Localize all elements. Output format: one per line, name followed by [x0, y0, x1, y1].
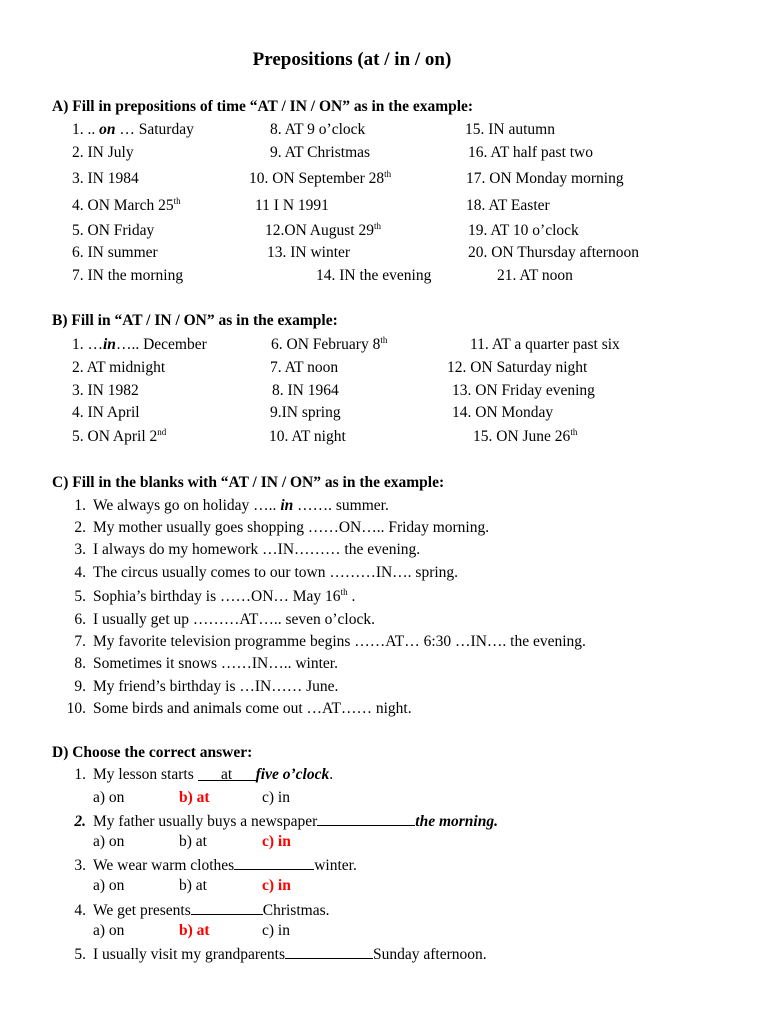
d-question-5-blank: [285, 944, 373, 959]
c-item-2: 2. My mother usually goes shopping ……ON….. Friday morning.: [74, 519, 490, 536]
a-item-16: 16. AT half past two: [468, 144, 593, 161]
b-item-15: 15. ON June 26th: [473, 426, 578, 445]
a-item-2: 2. IN July: [72, 144, 134, 161]
a-item-21: 21. AT noon: [497, 267, 573, 284]
a-item-7: 7. IN the morning: [72, 267, 184, 284]
d-question-2-blank: [317, 811, 415, 826]
d-q1-option-a: a) on: [93, 789, 125, 806]
b-item-14: 14. ON Monday: [452, 404, 554, 421]
d-question-1-blank: at: [198, 766, 256, 781]
b-item-13: 13. ON Friday evening: [452, 382, 595, 399]
a-item-4: 4. ON March 25th: [72, 195, 181, 214]
a-item-15: 15. IN autumn: [465, 121, 555, 138]
b-item-2: 2. AT midnight: [72, 359, 166, 376]
d-q2-option-a: a) on: [93, 833, 125, 850]
b-item-3: 3. IN 1982: [72, 382, 139, 399]
a-item-8: 8. AT 9 o’clock: [270, 121, 366, 138]
b-item-8: 8. IN 1964: [272, 382, 339, 399]
a-item-13: 13. IN winter: [267, 244, 351, 261]
d-question-3-blank: [234, 855, 314, 870]
c-item-7: 7. My favorite television programme begins ……AT… 6:30 …IN…. the evening.: [74, 633, 586, 650]
d-question-2: 2. My father usually buys a newspaper the morning.: [74, 813, 498, 830]
d-question-5: 5. I usually visit my grandparents Sunday afternoon.: [74, 946, 487, 963]
a-item-12: 12.ON August 29th: [265, 220, 381, 239]
d-q3-option-a: a) on: [93, 877, 125, 894]
section-a-heading: A) Fill in prepositions of time “AT / IN / ON” as in the example:: [52, 98, 474, 115]
c-item-9: 9. My friend’s birthday is …IN…… June.: [74, 678, 339, 695]
section-c-heading: C) Fill in the blanks with “AT / IN / ON” as in the example:: [52, 474, 445, 491]
c-item-6: 6. I usually get up ………AT….. seven o’clock.: [74, 611, 375, 628]
a-item-19: 19. AT 10 o’clock: [468, 222, 579, 239]
a-item-5: 5. ON Friday: [72, 222, 155, 239]
b-item-1: 1. …in….. December: [72, 336, 207, 353]
c-item-4: 4. The circus usually comes to our town ………IN…. spring.: [74, 564, 459, 581]
page-title: Prepositions (at / in / on): [252, 49, 452, 70]
a-item-1: 1. .. on … Saturday: [72, 121, 194, 138]
a-item-17: 17. ON Monday morning: [466, 170, 624, 187]
d-q4-option-b-answer: b) at: [179, 922, 210, 939]
b-item-12: 12. ON Saturday night: [447, 359, 588, 376]
d-q4-option-c: c) in: [262, 922, 290, 939]
b-item-10: 10. AT night: [269, 428, 346, 445]
d-question-3: 3. We wear warm clothes winter.: [74, 857, 357, 874]
b-item-11: 11. AT a quarter past six: [470, 336, 620, 353]
a-item-18: 18. AT Easter: [466, 197, 550, 214]
d-q2-option-c-answer: c) in: [262, 833, 291, 850]
b-item-6: 6. ON February 8th: [271, 334, 388, 353]
d-q3-option-b: b) at: [179, 877, 207, 894]
d-q1-option-c: c) in: [262, 789, 290, 806]
c-item-8: 8. Sometimes it snows ……IN….. winter.: [74, 655, 338, 672]
d-q3-option-c-answer: c) in: [262, 877, 291, 894]
b-item-7: 7. AT noon: [270, 359, 339, 376]
d-question-4-blank: [191, 900, 263, 915]
a-item-3: 3. IN 1984: [72, 170, 139, 187]
b-item-4: 4. IN April: [72, 404, 140, 421]
d-q4-option-a: a) on: [93, 922, 125, 939]
d-q2-option-b: b) at: [179, 833, 207, 850]
b-item-9: 9.IN spring: [270, 404, 341, 421]
a-item-6: 6. IN summer: [72, 244, 158, 261]
c-item-5: 5. Sophia’s birthday is ……ON… May 16th .: [74, 586, 356, 605]
a-item-14: 14. IN the evening: [316, 267, 432, 284]
d-q1-option-b-answer: b) at: [179, 789, 210, 806]
a-item-20: 20. ON Thursday afternoon: [468, 244, 640, 261]
c-item-3: 3. I always do my homework …IN……… the evening.: [74, 541, 421, 558]
a-item-10: 10. ON September 28th: [249, 168, 392, 187]
section-d-heading: D) Choose the correct answer:: [52, 744, 253, 761]
a-item-9: 9. AT Christmas: [270, 144, 371, 161]
section-b-heading: B) Fill in “AT / IN / ON” as in the example:: [52, 312, 338, 329]
c-item-10: 10. Some birds and animals come out …AT…… night.: [66, 700, 412, 717]
d-question-1: 1. My lesson starts at five o’clock.: [74, 766, 334, 783]
a-item-11: 11 I N 1991: [255, 197, 329, 214]
c-item-1: 1. We always go on holiday ….. in ……. summer.: [74, 497, 389, 514]
d-question-4: 4. We get presents Christmas.: [74, 902, 330, 919]
b-item-5: 5. ON April 2nd: [72, 426, 167, 445]
